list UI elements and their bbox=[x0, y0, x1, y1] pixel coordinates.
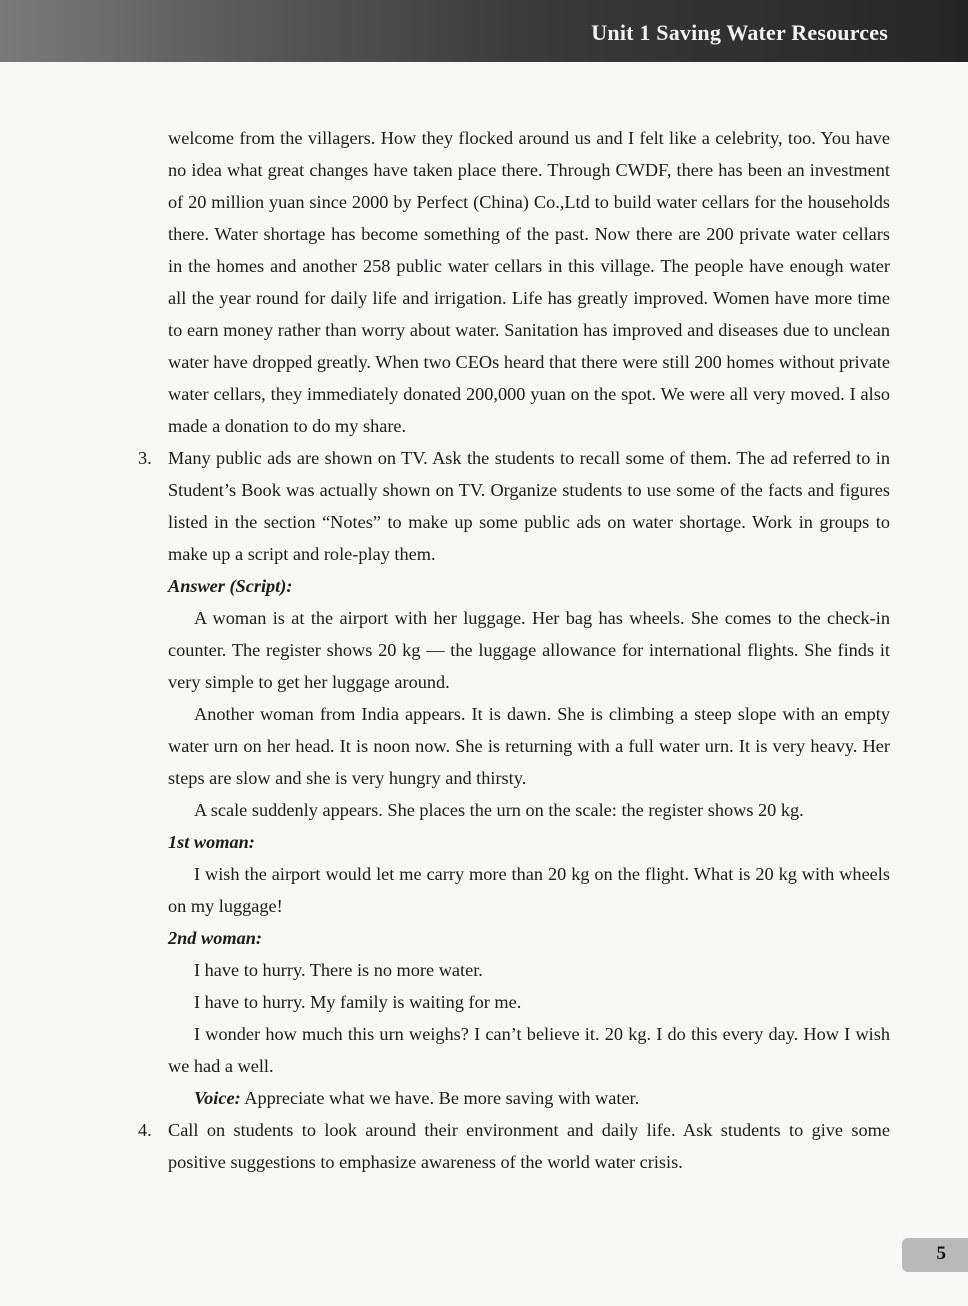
list-item-3 bbox=[138, 442, 890, 570]
dialogue-line: I wonder how much this urn weighs? I can’t believe it. 20 kg. I do this every day. How I wish we had a well. bbox=[168, 1024, 890, 1076]
dialogue-line: I wish the airport would let me carry more than 20 kg on the flight. What is 20 kg with wheels on my luggage! bbox=[168, 864, 890, 916]
speaker-label: 1st woman: bbox=[168, 832, 255, 852]
item-number: 3. bbox=[138, 448, 152, 468]
item-text: Call on students to look around their environment and daily life. Ask students to give some positive suggestions to emphasize awareness of the world water crisis. bbox=[168, 1120, 890, 1172]
answer-label: Answer (Script): bbox=[168, 576, 293, 596]
page-number: 5 bbox=[936, 1243, 946, 1264]
voice-text: Appreciate what we have. Be more saving with water. bbox=[240, 1088, 640, 1108]
page-number-tab bbox=[902, 1238, 968, 1272]
script-paragraph: A scale suddenly appears. She places the urn on the scale: the register shows 20 kg. bbox=[194, 800, 804, 820]
unit-title: Unit 1 Saving Water Resources bbox=[591, 20, 888, 45]
dialogue-line: I have to hurry. There is no more water. bbox=[194, 960, 483, 980]
item-number: 4. bbox=[138, 1120, 152, 1140]
voice-label: Voice: bbox=[194, 1088, 241, 1108]
voice-line bbox=[168, 1082, 890, 1114]
script-paragraph: Another woman from India appears. It is dawn. She is climbing a steep slope with an empty water urn on her head. It is noon now. She is returning with a full water urn. It is very heavy. Her steps are slow and she is very hungry and thirsty. bbox=[168, 704, 890, 788]
page-content bbox=[138, 122, 890, 1178]
item-text: Many public ads are shown on TV. Ask the students to recall some of them. The ad referred to in Student’s Book was actually shown on TV. Organize students to use some of the facts and figures listed in the section “Notes” to make up some public ads on water shortage. Work in groups to make up a script and role-play them. bbox=[168, 448, 890, 564]
script-paragraph: A woman is at the airport with her luggage. Her bag has wheels. She comes to the check-in counter. The register shows 20 kg — the luggage allowance for international flights. She finds it very simple to get her luggage around. bbox=[168, 608, 890, 692]
speaker-label: 2nd woman: bbox=[168, 928, 262, 948]
paragraph-continued: welcome from the villagers. How they flocked around us and I felt like a celebrity, too. You have no idea what great changes have taken place there. Through CWDF, there has been an investment of 20 million yuan since 2000 by Perfect (China) Co.,Ltd to build water cellars for the households there. Water shortage has become something of the past. Now there are 200 private water cellars in the homes and another 258 public water cellars in this village. The people have enough water all the year round for daily life and irrigation. Life has greatly improved. Women have more time to earn money rather than worry about water. Sanitation has improved and diseases due to unclean water have dropped greatly. When two CEOs heard that there were still 200 homes without private water cellars, they immediately donated 200,000 yuan on the spot. We were all very moved. I also made a donation to do my share. bbox=[168, 128, 890, 436]
header-bar bbox=[0, 0, 968, 62]
list-item-4 bbox=[138, 1114, 890, 1178]
dialogue-line: I have to hurry. My family is waiting for me. bbox=[194, 992, 522, 1012]
